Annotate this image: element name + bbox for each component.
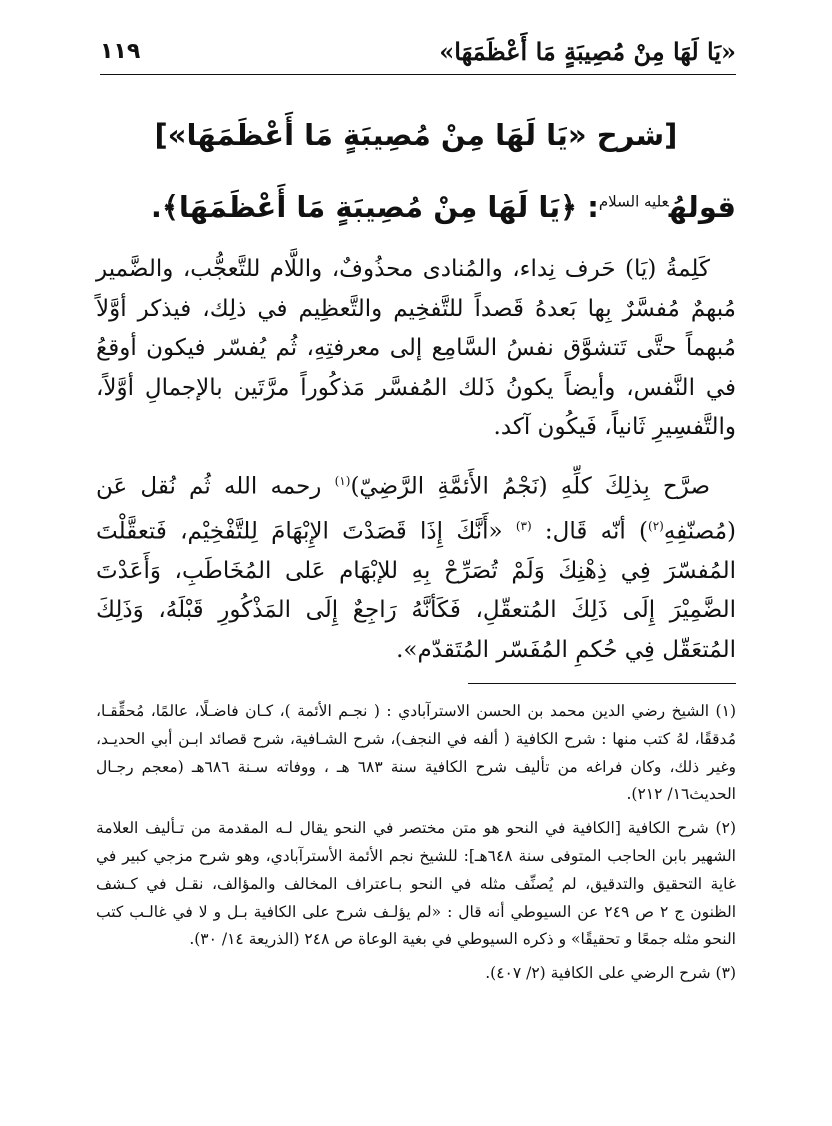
footnote-ref-2[interactable]: (٢) [648,518,664,533]
footnotes [96,698,736,994]
running-title: «يَا لَهَا مِنْ مُصِيبَةٍ مَا أَعْظَمَهَا» [439,36,736,66]
lemma-text: : ﴿يَا لَهَا مِنْ مُصِيبَةٍ مَا أَعْظَمَهَا﴾. [150,190,599,224]
footnote-2: (٢) شرح الكافية [الكافية في النحو هو متن مختصر في النحو يقال لـه المقدمة من تـأليف العلامة الشهير بابن الحاجب المتوفى سنة ٦٤٨هـ]: للشيخ نجم الأئمة الأسترآبادي، وهو شرح مزجي كبير في غاية التحقيق والتدقيق، لم يُصنِّف مثله في النحو بـاعتراف المخالف والمؤالف، نقـل في كـشف الظنون ج ٢ ص ٢٤٩ عن السيوطي أنه قال : «لم يؤلـف شرح على الكافية بـل و لا في غالـب كتب النحو مثله جمعًا و تحقيقًا» و ذكره السيوطي في بغية الوعاة ص ٢٤٨ (الذريعة ١٤/ ٣٠). [96,819,737,949]
page-number: ١١٩ [100,38,141,64]
main-text [96,250,736,670]
running-header [100,28,736,75]
footnote-ref-3[interactable]: (٣) [515,518,532,533]
paragraph-2-part-a: صرَّح بِذلِكَ كلِّهِ (نَجْمُ الأَئمَّةِ الرَّضِيّ) [350,473,710,500]
paragraph-1: كَلِمةُ (يَا) حَرف نِداء، والمُنادى محذُوفٌ، واللَّام للتَّعجُّب، والضَّمير مُبهمٌ مُفسَّرٌ بِها بَعدهُ قَصداً للتَّفخِيم والتَّعظِيم في ذلِك، فيذكر أوَّلاً مُبهماً حتَّى تَتشوَّق نفسُ السَّامِع إلى معرفتِهِ، ثُم يُفسّر فيكون أوقعُ في النَّفس، وأيضاً يكونُ ذَلك المُفسَّر مَذكُوراً مرَّتَين بالإجمالِ أوَّلاً، والتَّفسِيرِ ثَانياً، فَيكُون آكد. [96,256,736,440]
paragraph-2-part-d: «أَنَّكَ إِذَا قَصَدْتَ الإِبْهَامَ لِلتَّفْخِيْم، فَتعقَّلْتَ المُفسّرَ فِي ذِهْنِكَ وَلَمْ تُصَرِّحْ بِهِ للإبْهَام عَلى المُخَاطَبِ، وَأَعَدْتَ الضَّمِيْرَ إِلَى ذَلِكَ المُتعقّلِ، فَكَأنَّهُ رَاجِعٌ إِلَى المَذْكُورِ قَبْلَهُ، وَذَلِكَ المُتعَقّل فِي حُكمِ المُفَسّر المُتَقدّم». [96,518,736,663]
paragraph-2-part-b: رحمه الله ثُم نُقل عَن (مُصنّفِهِ [96,473,736,545]
paragraph-2-part-c: ) أنّه قَال: [531,518,649,545]
footnote-1: (١) الشيخ رضي الدين محمد بن الحسن الاسترآبادي : ( نجـم الأئمة )، كـان فاضـلًا، عالمًا، مُحقِّقـا، مُدققًا، لهُ كتب منها : شرح الكافية ( ألفه في النجف)، شرح الشـافية، شرح قصائد ابـن أبي الحديـد، وغير ذلك، وكان فراغه من تأليف شرح الكافية سنة ٦٨٣ هـ ، ووفاته سـنة ٦٨٦هـ (معجم رجـال الحديث١٦/ ٢١٢). [96,702,736,804]
footnote-divider [468,683,736,684]
lemma-line [96,190,736,224]
footnote-ref-1[interactable]: (١) [334,473,351,488]
paragraph-2 [96,462,736,671]
honorific-glyph: عليه السلام [598,192,669,211]
footnote-3: (٣) شرح الرضي على الكافية (٢/ ٤٠٧). [485,964,736,983]
lemma-lead: قولهُ [668,190,736,224]
section-heading: [شرح «يَا لَهَا مِنْ مُصِيبَةٍ مَا أَعْظَمَهَا»] [154,118,678,152]
